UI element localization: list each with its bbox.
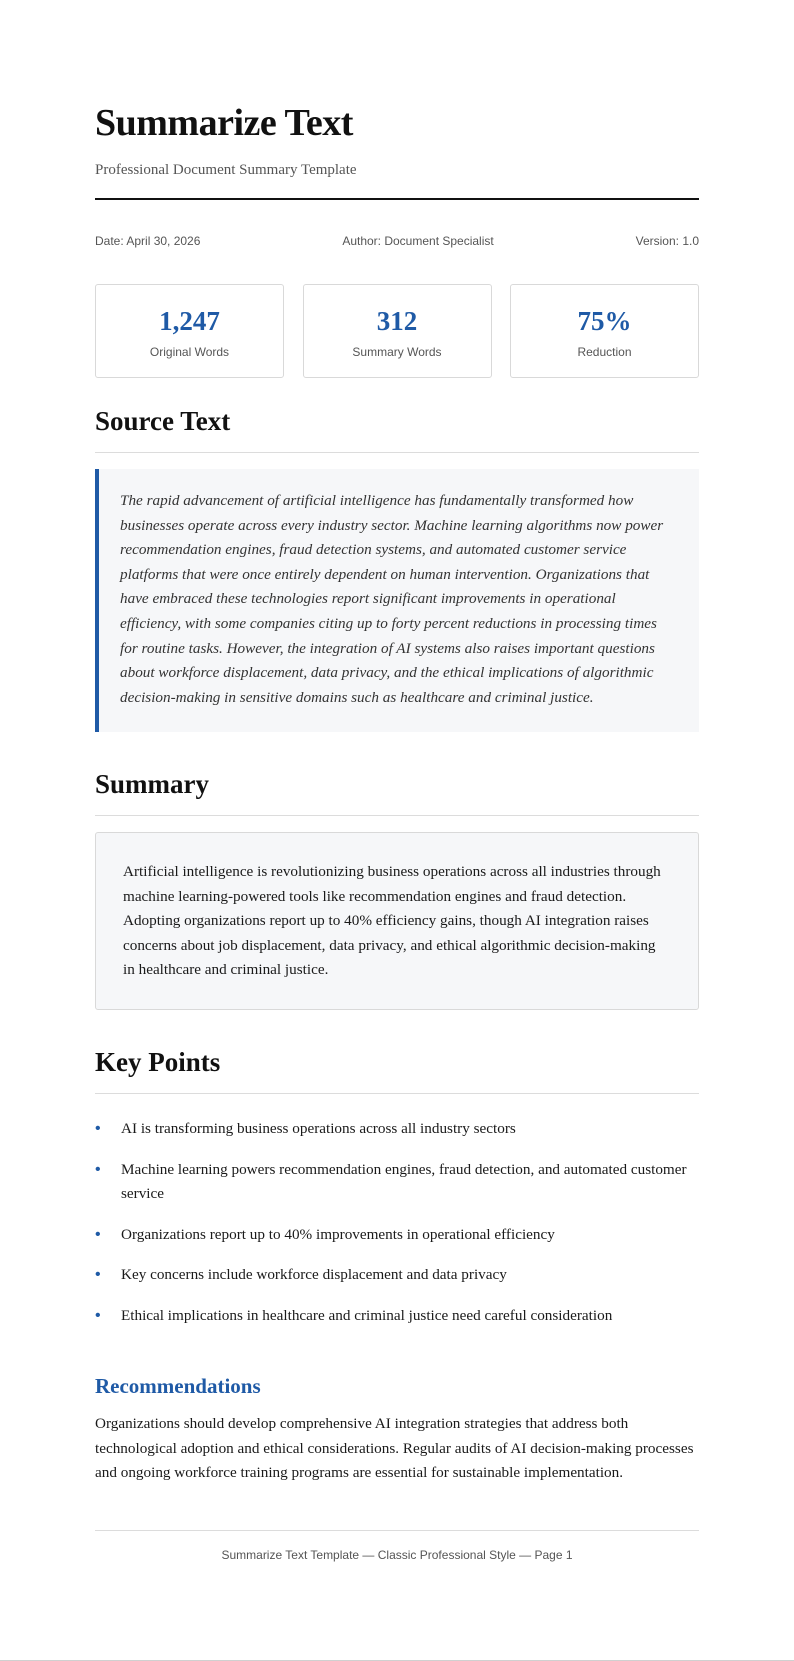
list-item xyxy=(95,1117,699,1142)
page-subtitle: Professional Document Summary Template xyxy=(95,162,357,178)
bullet-icon: • xyxy=(95,1225,101,1243)
bullet-icon: • xyxy=(95,1306,101,1324)
list-item xyxy=(95,1158,699,1207)
key-point-text: AI is transforming business operations across all industry sectors xyxy=(121,1120,516,1137)
bullet-icon: • xyxy=(95,1160,101,1178)
list-item xyxy=(95,1304,699,1329)
key-point-text: Organizations report up to 40% improvements in operational efficiency xyxy=(121,1225,555,1243)
meta-author: Author: Document Specialist xyxy=(342,234,494,248)
stat-card-original-words xyxy=(95,284,284,378)
stat-card-reduction xyxy=(510,284,699,378)
page-title: Summarize Text xyxy=(95,102,353,144)
source-text-quote: The rapid advancement of artificial intelligence has fundamentally transformed how businesses operate across every industry sector. Machine learning algorithms now power recommendation engines, fraud detection systems, and automated customer service platforms that were once entirely dependent on human intervention. Organizations that have embraced these technologies report significant improvements in operational efficiency, with some companies citing up to forty percent reductions in processing times for routine tasks. However, the integration of AI systems also raises important questions about workforce displacement, data privacy, and the ethical implications of algorithmic decision-making in sensitive domains such as healthcare and criminal justice. xyxy=(95,469,699,732)
meta-date: Date: April 30, 2026 xyxy=(95,234,201,248)
stats-row xyxy=(95,284,699,378)
source-text-heading: Source Text xyxy=(95,406,231,436)
stat-value: 312 xyxy=(376,306,418,336)
meta-version: Version: 1.0 xyxy=(635,234,699,248)
key-point-text: Key concerns include workforce displacement and data privacy xyxy=(121,1266,507,1284)
recommendations-heading: Recommendations xyxy=(95,1374,261,1398)
recommendations-text: Organizations should develop comprehensive AI integration strategies that address both technological adoption and ethical considerations. Regular audits of AI decision-making processes and ongoing workforce training programs are essential for sustainable implementation. xyxy=(95,1415,694,1482)
key-points-list xyxy=(95,1117,699,1345)
stat-label: Summary Words xyxy=(352,345,442,359)
key-points-heading: Key Points xyxy=(95,1047,221,1077)
stat-value: 75% xyxy=(577,306,632,336)
key-point-text: Ethical implications in healthcare and criminal justice need careful consideration xyxy=(121,1306,613,1324)
stat-card-summary-words xyxy=(303,284,492,378)
key-point-text: Machine learning powers recommendation engines, fraud detection, and automated customer service xyxy=(121,1160,687,1203)
page-footer: Summarize Text Template — Classic Professional Style — Page 1 xyxy=(221,1548,573,1562)
stat-label: Original Words xyxy=(149,345,230,359)
title-divider xyxy=(95,198,699,200)
key-points-divider xyxy=(95,1093,699,1094)
summary-heading: Summary xyxy=(95,769,209,799)
stat-label: Reduction xyxy=(577,345,632,359)
summary-panel: Artificial intelligence is revolutionizing business operations across all industries through machine learning-powered tools like recommendation engines and fraud detection. Adopting organizations report up to 40% efficiency gains, though AI integration raises concerns about job displacement, data privacy, and ethical algorithmic decision-making in healthcare and criminal justice. xyxy=(95,832,699,1010)
bullet-icon: • xyxy=(95,1120,101,1137)
bullet-icon: • xyxy=(95,1266,101,1284)
stat-value: 1,247 xyxy=(159,306,220,336)
source-text-divider xyxy=(95,452,699,453)
list-item xyxy=(95,1223,699,1248)
list-item xyxy=(95,1263,699,1288)
meta-bar xyxy=(95,233,699,249)
footer-divider xyxy=(95,1530,699,1531)
summary-divider xyxy=(95,815,699,816)
